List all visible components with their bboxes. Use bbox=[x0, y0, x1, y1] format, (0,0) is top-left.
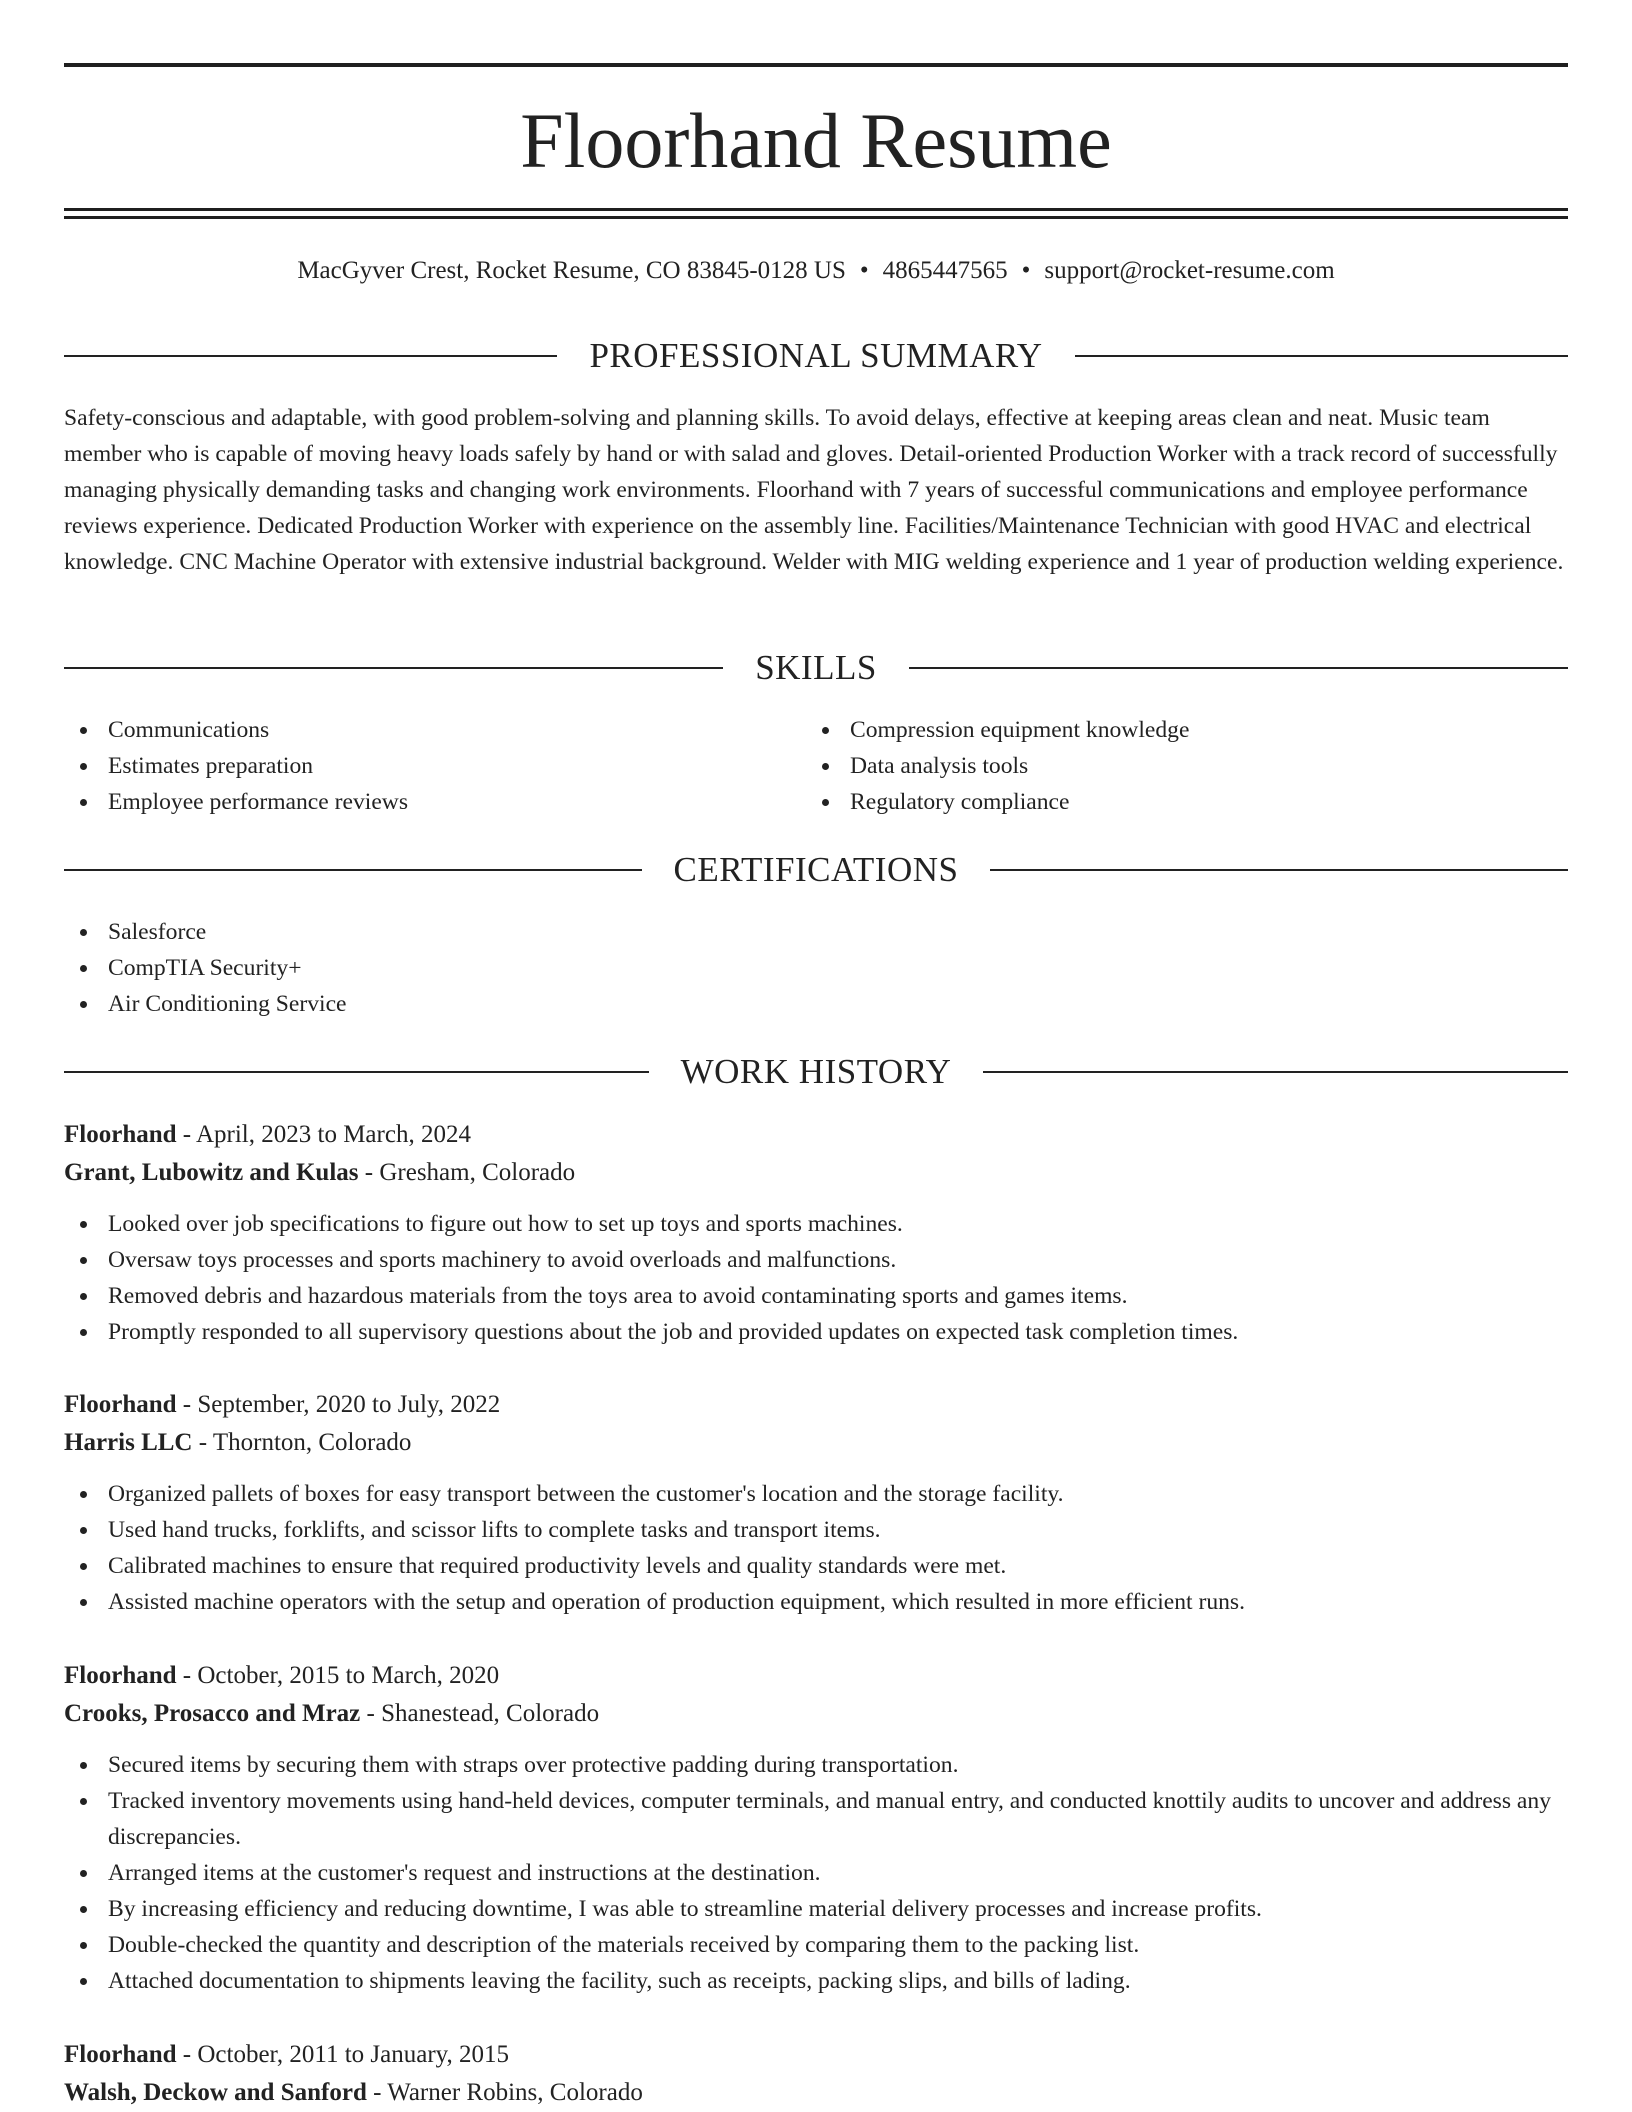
job-entry bbox=[64, 2036, 1568, 2112]
heading-rule bbox=[64, 1071, 649, 1073]
job-company: Crooks, Prosacco and Mraz bbox=[64, 1700, 361, 1727]
header-double-rule-lower bbox=[64, 216, 1568, 219]
list-item: Attached documentation to shipments leaving the facility, such as receipts, packing slips, and bills of lading. bbox=[64, 1963, 1568, 1999]
job-entry bbox=[64, 1116, 1568, 1350]
heading-rule bbox=[64, 355, 557, 357]
heading-rule bbox=[64, 869, 642, 871]
job-dates: October, 2011 to January, 2015 bbox=[197, 2041, 510, 2068]
job-company: Walsh, Deckow and Sanford bbox=[64, 2079, 367, 2106]
list-item: Air Conditioning Service bbox=[64, 986, 1064, 1022]
contact-separator: • bbox=[859, 257, 869, 284]
job-dates: April, 2023 to March, 2024 bbox=[195, 1121, 471, 1148]
skills-list-left bbox=[64, 712, 804, 820]
list-item: Looked over job specifications to figure out how to set up toys and sports machines. bbox=[64, 1206, 1568, 1242]
section-heading-certifications bbox=[64, 848, 1568, 892]
list-item: CompTIA Security+ bbox=[64, 950, 1064, 986]
heading-rule bbox=[1075, 355, 1568, 357]
job-title: Floorhand bbox=[64, 1391, 177, 1418]
contact-email: support@rocket-resume.com bbox=[1044, 257, 1335, 284]
list-item: Tracked inventory movements using hand-held devices, computer terminals, and manual entry, and conducted knottily audits to uncover and address any discrepancies. bbox=[64, 1783, 1568, 1855]
job-company-line: Grant, Lubowitz and Kulas - Gresham, Colorado bbox=[64, 1159, 576, 1186]
job-location: Thornton, Colorado bbox=[212, 1429, 412, 1456]
list-item: Calibrated machines to ensure that required productivity levels and quality standards were met. bbox=[64, 1548, 1568, 1584]
job-role-line: Floorhand - October, 2015 to March, 2020 bbox=[64, 1662, 500, 1689]
heading-rule bbox=[983, 1071, 1568, 1073]
heading-rule bbox=[64, 667, 723, 669]
job-title: Floorhand bbox=[64, 1121, 177, 1148]
job-location: Shanestead, Colorado bbox=[381, 1700, 600, 1727]
summary-paragraph: Safety-conscious and adaptable, with good problem-solving and planning skills. To avoid delays, effective at keeping areas clean and neat. Music team member who is capable of moving heavy loads safely by hand or with salad and gloves. Detail-oriented Production Worker with a track record of successfully managing physically demanding tasks and changing work environments. Floorhand with 7 years of successful communications and employee performance reviews experience. Dedicated Production Worker with experience on the assembly line. Facilities/Maintenance Technician with good HVAC and electrical knowledge. CNC Machine Operator with extensive industrial background. Welder with MIG welding experience and 1 year of production welding experience. bbox=[64, 405, 1564, 575]
list-item: Double-checked the quantity and description of the materials received by comparing them to the packing list. bbox=[64, 1927, 1568, 1963]
job-title: Floorhand bbox=[64, 1662, 177, 1689]
contact-address: MacGyver Crest, Rocket Resume, CO 83845-0128 US bbox=[297, 257, 846, 284]
list-item: Organized pallets of boxes for easy transport between the customer's location and the storage facility. bbox=[64, 1476, 1568, 1512]
list-item: Employee performance reviews bbox=[64, 784, 804, 820]
job-company-line: Walsh, Deckow and Sanford - Warner Robins, Colorado bbox=[64, 2079, 643, 2106]
list-item: Secured items by securing them with straps over protective padding during transportation. bbox=[64, 1747, 1568, 1783]
section-heading-work-history bbox=[64, 1050, 1568, 1094]
header-double-rule-upper bbox=[64, 208, 1568, 211]
job-entry bbox=[64, 1386, 1568, 1620]
job-entry bbox=[64, 1657, 1568, 1999]
list-item: Estimates preparation bbox=[64, 748, 804, 784]
certifications-list bbox=[64, 914, 1064, 1022]
job-duties-list bbox=[64, 1747, 1568, 1999]
job-location: Gresham, Colorado bbox=[379, 1159, 576, 1186]
job-role-line: Floorhand - October, 2011 to January, 2015 bbox=[64, 2041, 510, 2068]
contact-line bbox=[64, 254, 1568, 288]
job-dates: September, 2020 to July, 2022 bbox=[197, 1391, 501, 1418]
list-item: Oversaw toys processes and sports machinery to avoid overloads and malfunctions. bbox=[64, 1242, 1568, 1278]
list-item: Communications bbox=[64, 712, 804, 748]
contact-phone: 4865447565 bbox=[882, 257, 1008, 284]
list-item: By increasing efficiency and reducing downtime, I was able to streamline material delivery processes and increase profits. bbox=[64, 1891, 1568, 1927]
job-company-line: Harris LLC - Thornton, Colorado bbox=[64, 1429, 412, 1456]
header-top-rule bbox=[64, 63, 1568, 67]
job-company: Grant, Lubowitz and Kulas bbox=[64, 1159, 359, 1186]
skills-list-right bbox=[806, 712, 1546, 820]
list-item: Assisted machine operators with the setup and operation of production equipment, which resulted in more efficient runs. bbox=[64, 1584, 1568, 1620]
contact-separator: • bbox=[1021, 257, 1031, 284]
job-location: Warner Robins, Colorado bbox=[387, 2079, 643, 2106]
job-duties-list bbox=[64, 1206, 1568, 1350]
list-item: Promptly responded to all supervisory questions about the job and provided updates on expected task completion times. bbox=[64, 1314, 1568, 1350]
section-title: WORK HISTORY bbox=[680, 1052, 952, 1091]
section-title: CERTIFICATIONS bbox=[673, 850, 959, 889]
job-company-line: Crooks, Prosacco and Mraz - Shanestead, Colorado bbox=[64, 1700, 600, 1727]
list-item: Salesforce bbox=[64, 914, 1064, 950]
section-title: SKILLS bbox=[755, 648, 877, 687]
job-duties-list bbox=[64, 1476, 1568, 1620]
section-heading-summary bbox=[64, 334, 1568, 378]
list-item: Compression equipment knowledge bbox=[806, 712, 1546, 748]
job-company: Harris LLC bbox=[64, 1429, 193, 1456]
list-item: Removed debris and hazardous materials from the toys area to avoid contaminating sports and games items. bbox=[64, 1278, 1568, 1314]
heading-rule bbox=[909, 667, 1568, 669]
job-title: Floorhand bbox=[64, 2041, 177, 2068]
job-role-line: Floorhand - September, 2020 to July, 2022 bbox=[64, 1391, 501, 1418]
heading-rule bbox=[990, 869, 1568, 871]
job-dates: October, 2015 to March, 2020 bbox=[197, 1662, 500, 1689]
list-item: Data analysis tools bbox=[806, 748, 1546, 784]
list-item: Regulatory compliance bbox=[806, 784, 1546, 820]
section-title: PROFESSIONAL SUMMARY bbox=[589, 336, 1043, 375]
list-item: Arranged items at the customer's request and instructions at the destination. bbox=[64, 1855, 1568, 1891]
section-heading-skills bbox=[64, 646, 1568, 690]
job-role-line: Floorhand - April, 2023 to March, 2024 bbox=[64, 1121, 471, 1148]
page-title: Floorhand Resume bbox=[520, 97, 1112, 184]
list-item: Used hand trucks, forklifts, and scissor lifts to complete tasks and transport items. bbox=[64, 1512, 1568, 1548]
